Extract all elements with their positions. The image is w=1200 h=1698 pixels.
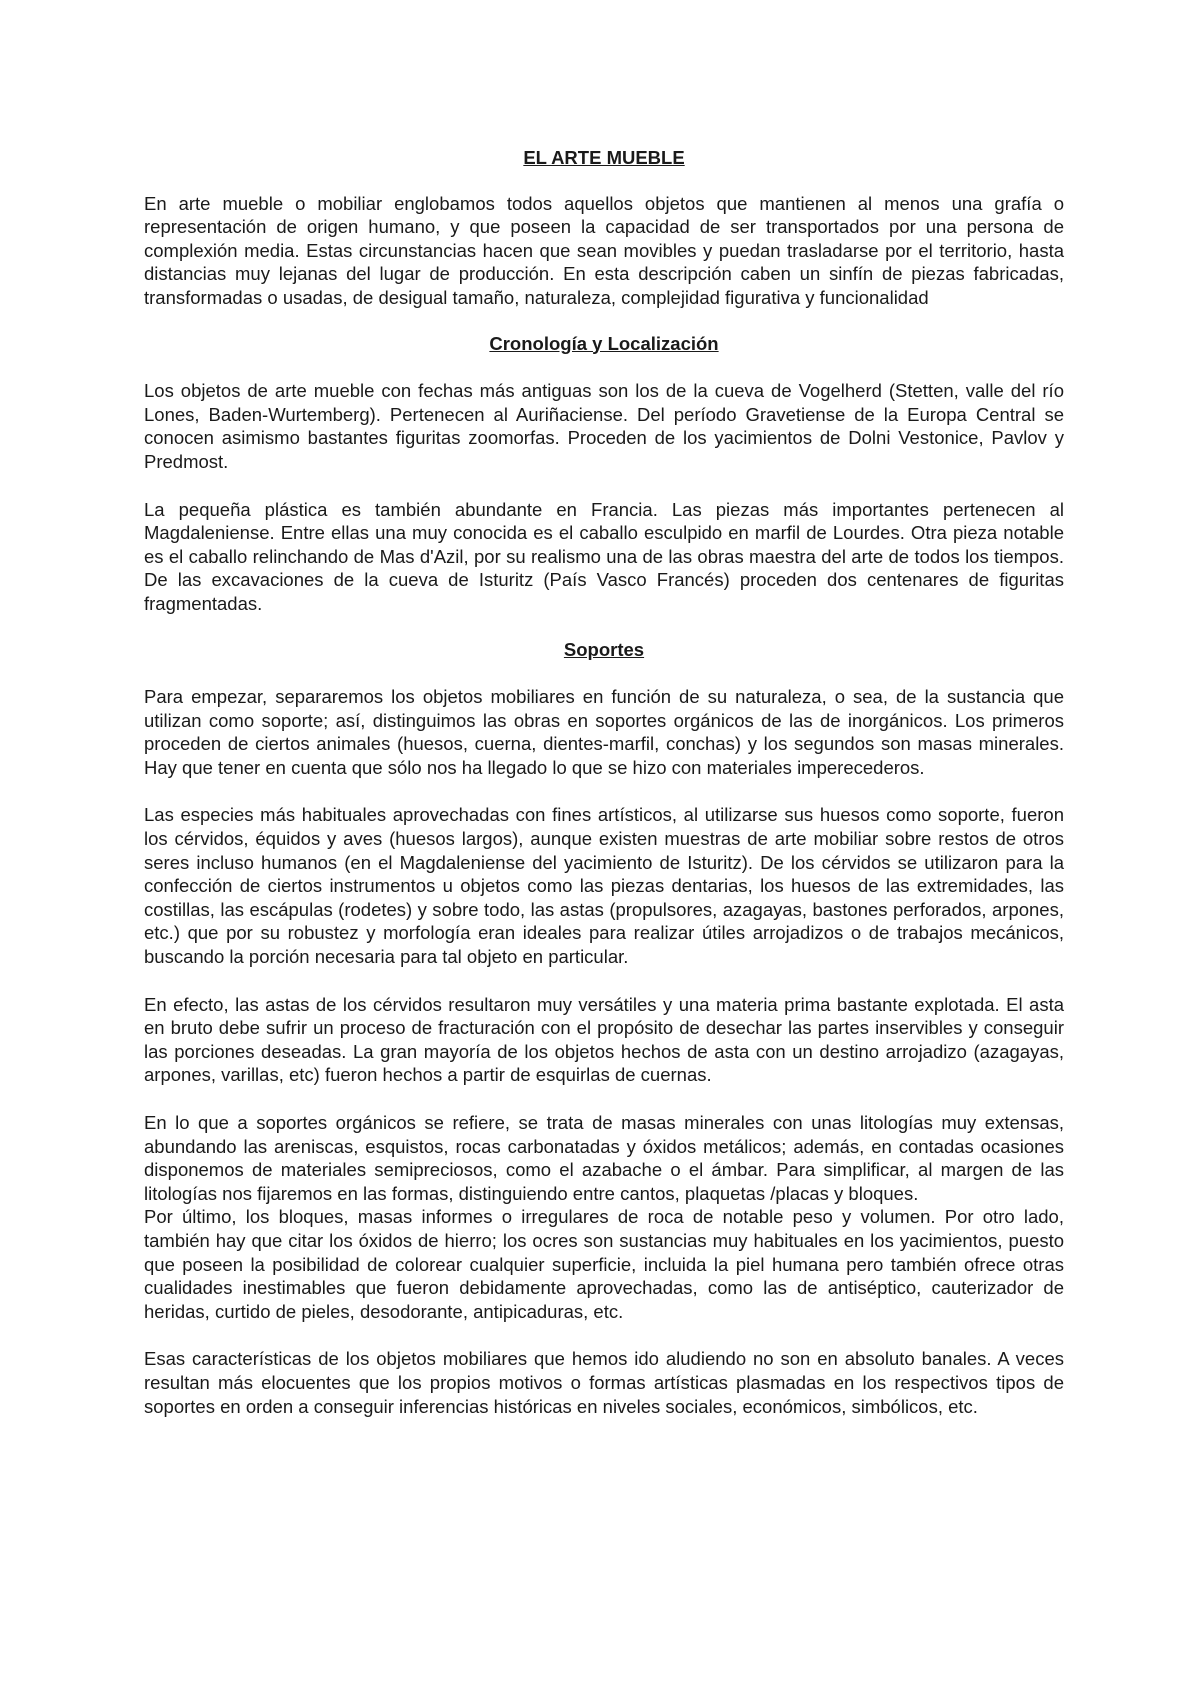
paragraph-soportes-6: Esas características de los objetos mobiliares que hemos ido aludiendo no son en absoluto banales. A veces resultan más elocuentes que los propios motivos o formas artísticas plasmadas en los respectivos tipos de soportes en orden a conseguir inferencias históricas en niveles sociales, económicos, simbólicos, etc. [144,1348,1064,1417]
intro-paragraph: En arte mueble o mobiliar englobamos todos aquellos objetos que mantienen al menos una grafía o representación de origen humano, y que poseen la capacidad de ser transportados por una persona de complexión media. Estas circunstancias hacen que sean movibles y puedan trasladarse por el territorio, hasta distancias muy lejanas del lugar de producción. En esta descripción caben un sinfín de piezas fabricadas, transformadas o usadas, de desigual tamaño, naturaleza, complejidad figurativa y funcionalidad [144,192,1064,308]
paragraph-soportes-5: Por último, los bloques, masas informes o irregulares de roca de notable peso y volumen. Por otro lado, también hay que citar los óxidos de hierro; los ocres son sustancias muy habituales en los yacimientos, puesto que poseen la posibilidad de colorear cualquier superficie, incluida la piel humana pero también ofrece otras cualidades inestimables que fueron debidamente aprovechadas, como las de antiséptico, cauterizador de heridas, curtido de pieles, desodorante, antipicaduras, etc. [144,1206,1064,1322]
section-heading-soportes: Soportes [563,638,645,660]
document-title: EL ARTE MUEBLE [523,147,685,168]
paragraph-cronologia-2: La pequeña plástica es también abundante en Francia. Las piezas más importantes pertenecen al Magdaleniense. Entre ellas una muy conocida es el caballo esculpido en marfil de Lourdes. Otra pieza notable es el caballo relinchando de Mas d'Azil, por su realismo una de las obras maestra del arte de todos los tiempos. De las excavaciones de la cueva de Isturitz (País Vasco Francés) proceden dos centenares de figuritas fragmentadas. [144,498,1064,614]
paragraph-soportes-2: Las especies más habituales aprovechadas con fines artísticos, al utilizarse sus huesos como soporte, fueron los cérvidos, équidos y aves (huesos largos), aunque existen muestras de arte mobiliar sobre restos de otros seres incluso humanos (en el Magdaleniense del yacimiento de Isturitz). De los cérvidos se utilizaron para la confección de ciertos instrumentos u objetos como las piezas dentarias, los huesos de las extremidades, las costillas, las escápulas (rodetes) y sobre todo, las astas (propulsores, azagayas, bastones perforados, arpones, etc.) que por su robustez y morfología eran ideales para realizar útiles arrojadizos o de trabajos mecánicos, buscando la porción necesaria para tal objeto en particular. [144,804,1064,968]
paragraph-cronologia-1: Los objetos de arte mueble con fechas más antiguas son los de la cueva de Vogelherd (Stetten, valle del río Lones, Baden-Wurtemberg). Pertenecen al Auriñaciense. Del período Gravetiense de la Europa Central se conocen asimismo bastantes figuritas zoomorfas. Proceden de los yacimientos de Dolni Vestonice, Pavlov y Predmost. [144,380,1064,472]
document-page [144,146,1064,1418]
paragraph-soportes-4: En lo que a soportes orgánicos se refiere, se trata de masas minerales con unas litologías muy extensas, abundando las areniscas, esquistos, rocas carbonatadas y óxidos metálicos; además, en contadas ocasiones disponemos de materiales semipreciosos, como el azabache o el ámbar. Para simplificar, al margen de las litologías nos fijaremos en las formas, distinguiendo entre cantos, plaquetas /placas y bloques. [144,1112,1064,1204]
paragraph-soportes-1: Para empezar, separaremos los objetos mobiliares en función de su naturaleza, o sea, de la sustancia que utilizan como soporte; así, distinguimos las obras en soportes orgánicos de las de inorgánicos. Los primeros proceden de ciertos animales (huesos, cuerna, dientes-marfil, conchas) y los segundos son masas minerales. Hay que tener en cuenta que sólo nos ha llegado lo que se hizo con materiales imperecederos. [144,686,1064,778]
paragraph-soportes-3: En efecto, las astas de los cérvidos resultaron muy versátiles y una materia prima bastante explotada. El asta en bruto debe sufrir un proceso de fracturación con el propósito de desechar las partes inservibles y conseguir las porciones deseadas. La gran mayoría de los objetos hechos de asta con un destino arrojadizo (azagayas, arpones, varillas, etc) fueron hechos a partir de esquirlas de cuernas. [144,993,1064,1086]
section-heading-cronologia: Cronología y Localización [489,332,719,354]
